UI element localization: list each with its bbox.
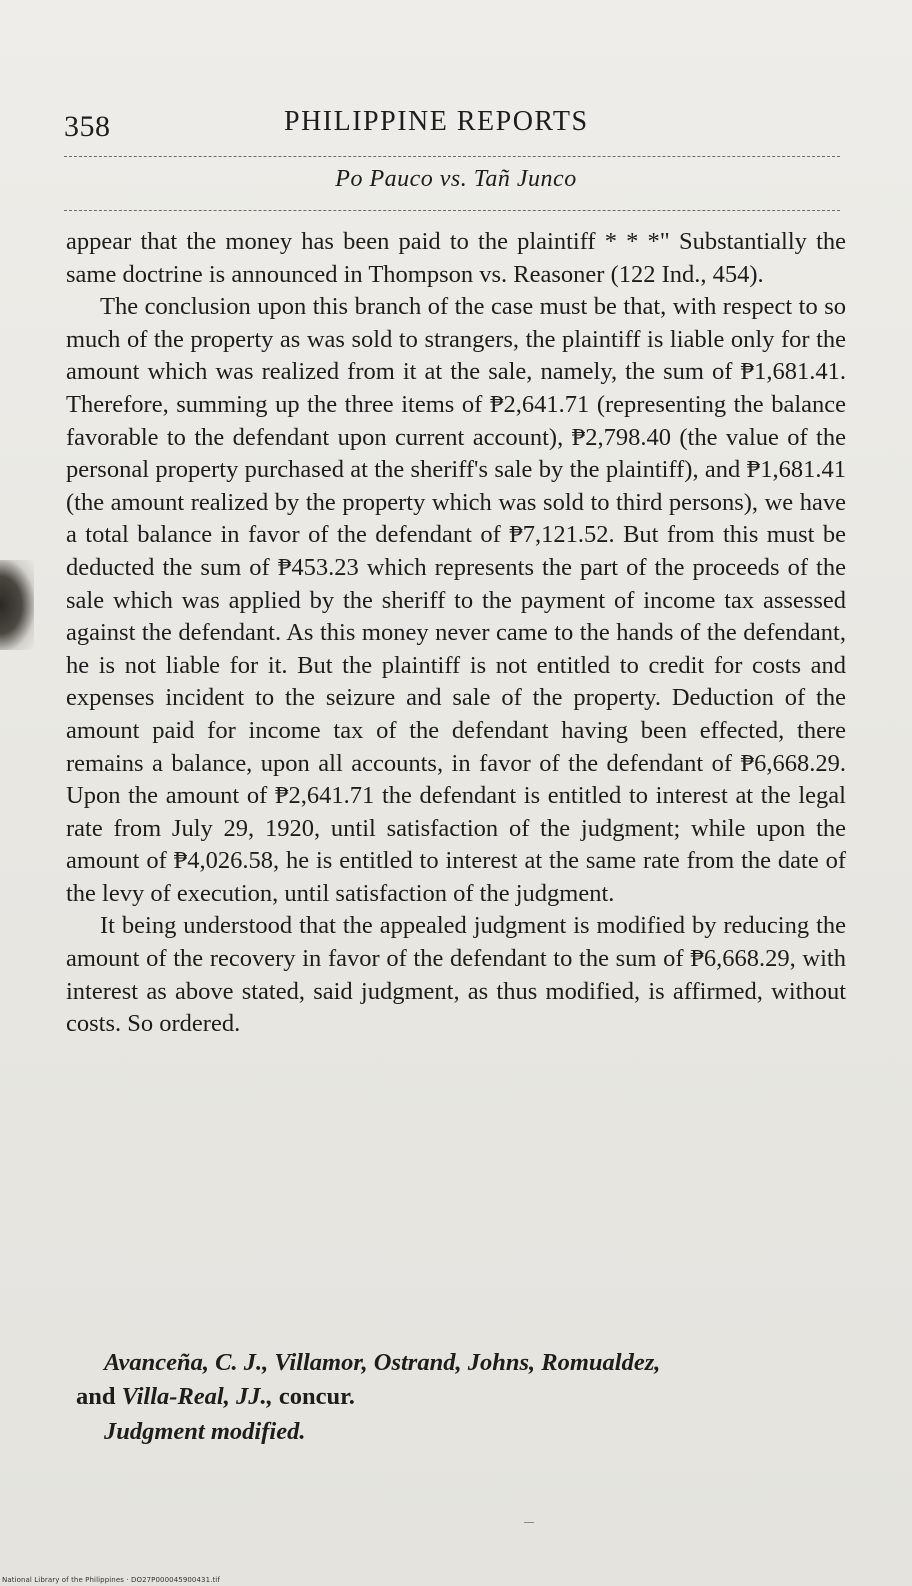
concurrence-line-2 <box>76 1380 864 1414</box>
case-title: Po Pauco vs. Tañ Junco <box>335 166 577 192</box>
paragraph-conclusion: The conclusion upon this branch of the case must be that, with respect to so much of the property as was sold to strangers, the plaintiff is liable only for the amount which was realized from it at the sale, namely, the sum of ₱1,681.41. Therefore, summing up the three items of ₱2,641.71 (representing the balance favorable to the defendant upon current account), ₱2,798.40 (the value of the personal property purchased at the sheriff's sale by the plaintiff), and ₱1,681.41 (the amount realized by the property which was sold to third persons), we have a total balance in favor of the defendant of ₱7,121.52. But from this must be deducted the sum of ₱453.23 which represents the part of the proceeds of the sale which was applied by the sheriff to the payment of income tax assessed against the defendant. As this money never came to the hands of the defendant, he is not liable for it. But the plaintiff is not entitled to credit for costs and expenses incident to the seizure and sale of the property. Deduction of the amount paid for income tax of the defendant having been effected, there remains a balance, upon all accounts, in favor of the defendant of ₱6,668.29. Upon the amount of ₱2,641.71 the defendant is entitled to interest at the legal rate from July 29, 1920, until satisfaction of the judgment; while upon the amount of ₱4,026.58, he is entitled to interest at the same rate from the date of the levy of execution, until satisfaction of the judgment. <box>66 293 846 907</box>
paragraph-continuation: appear that the money has been paid to the plaintiff * * *" Substantially the same doctrine is announced in Thompson vs. Reasoner (122 Ind., 454). <box>66 228 846 288</box>
case-title-rule <box>64 210 840 211</box>
disposition: Judgment modified. <box>104 1418 306 1445</box>
footer-note: National Library of the Philippines · DO27P000045900431.tif <box>2 1576 220 1584</box>
concurrence <box>76 1346 864 1414</box>
concurrence-concur: concur. <box>278 1383 355 1410</box>
page-header <box>64 106 844 146</box>
page-number: 358 <box>64 110 111 143</box>
running-title: PHILIPPINE REPORTS <box>284 106 589 137</box>
binding-shadow <box>0 560 34 650</box>
header-rule <box>64 156 840 157</box>
paragraph-ruling: It being understood that the appealed judgment is modified by reducing the amount of the recovery in favor of the defendant to the sum of ₱6,668.29, with interest as above stated, said judgment, as thus modified, is affirmed, without costs. So ordered. <box>66 912 846 1038</box>
body-text <box>66 226 846 1041</box>
concurrence-line-1: Avanceña, C. J., Villamor, Ostrand, Johns, Romualdez, <box>104 1349 661 1376</box>
concurrence-justices: Villa-Real, JJ., <box>121 1383 273 1410</box>
scan-mark <box>524 1522 534 1523</box>
concurrence-and: and <box>76 1383 116 1410</box>
